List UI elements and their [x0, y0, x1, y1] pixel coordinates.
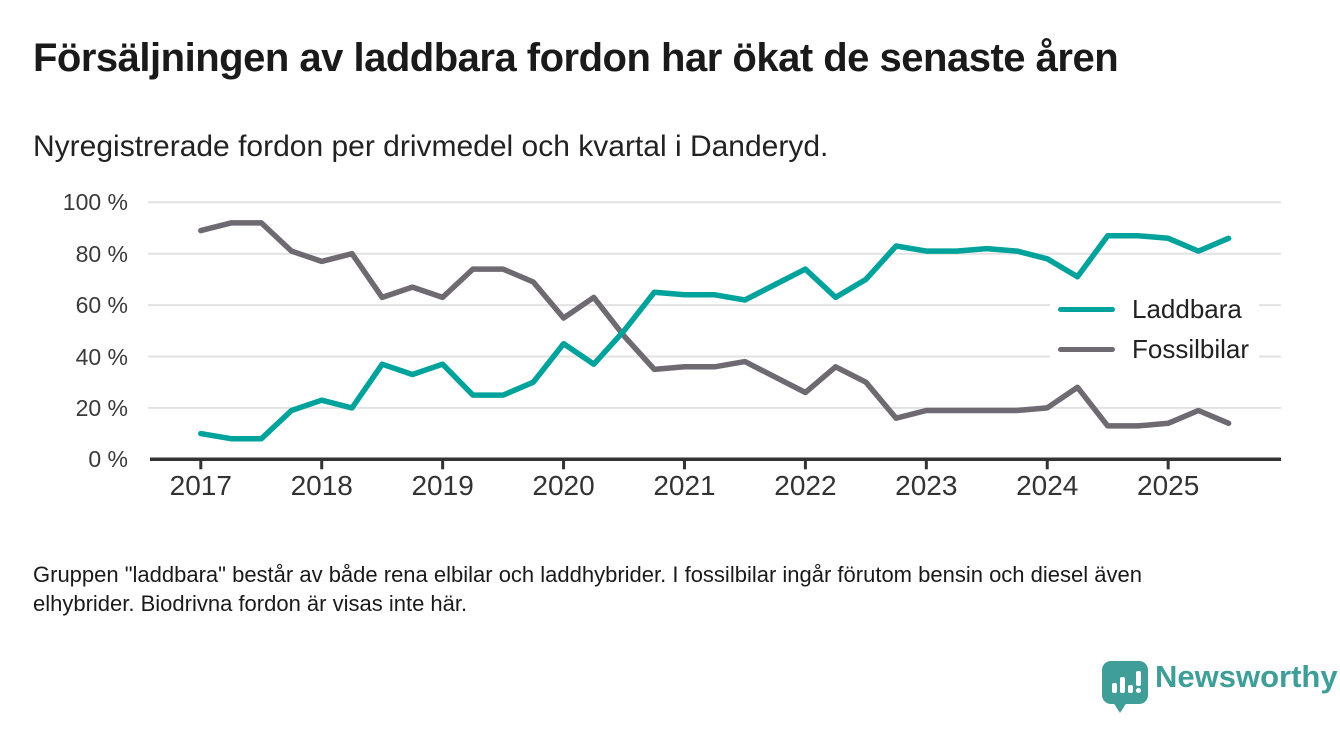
laddbara-line-swatch-icon [1058, 307, 1115, 312]
x-axis-label: 2025 [1137, 470, 1200, 501]
logo-bar-icon [1112, 683, 1117, 693]
logo-exclamation-dot-icon [1136, 688, 1141, 693]
legend-label: Fossilbilar [1132, 333, 1250, 364]
chart-title: Försäljningen av laddbara fordon har ökat de senaste åren [33, 36, 1119, 80]
legend-item-fossilbilar [1058, 329, 1249, 369]
footnote [33, 560, 1142, 618]
x-axis-label: 2019 [411, 470, 474, 501]
y-axis-label: 60 % [75, 292, 128, 319]
brand-name: Newsworthy [1155, 659, 1338, 694]
chart-legend [1050, 287, 1259, 373]
logo-bar-icon [1120, 677, 1125, 693]
x-axis-label: 2017 [169, 470, 232, 501]
footnote-line: elhybrider. Biodrivna fordon är visas inte här. [33, 591, 468, 616]
newsworthy-brand [1102, 659, 1338, 719]
logo-exclamation-icon [1136, 671, 1141, 686]
legend-label: Laddbara [1132, 293, 1242, 324]
y-axis-label: 100 % [62, 189, 128, 216]
y-axis-label: 0 % [88, 446, 128, 473]
logo-bar-icon [1128, 685, 1133, 693]
x-axis-label: 2018 [290, 470, 353, 501]
chart-subtitle: Nyregistrerade fordon per drivmedel och kvartal i Danderyd. [33, 130, 829, 163]
x-axis-label: 2023 [895, 470, 958, 501]
legend-item-laddbara [1058, 289, 1249, 329]
y-axis-label: 40 % [75, 343, 128, 370]
x-axis-label: 2021 [653, 470, 716, 501]
fossilbilar-line-swatch-icon [1058, 347, 1115, 352]
x-axis-label: 2022 [774, 470, 837, 501]
newsworthy-speech-bubble-bar-chart-icon [1102, 661, 1148, 704]
speech-bubble-tail-icon [1113, 702, 1127, 713]
footnote-line: Gruppen "laddbara" består av både rena elbilar och laddhybrider. I fossilbilar ingår förutom bensin och diesel även [33, 562, 1142, 587]
x-axis-label: 2020 [532, 470, 595, 501]
y-axis-label: 80 % [75, 240, 128, 267]
x-axis-label: 2024 [1016, 470, 1079, 501]
y-axis-label: 20 % [75, 394, 128, 421]
